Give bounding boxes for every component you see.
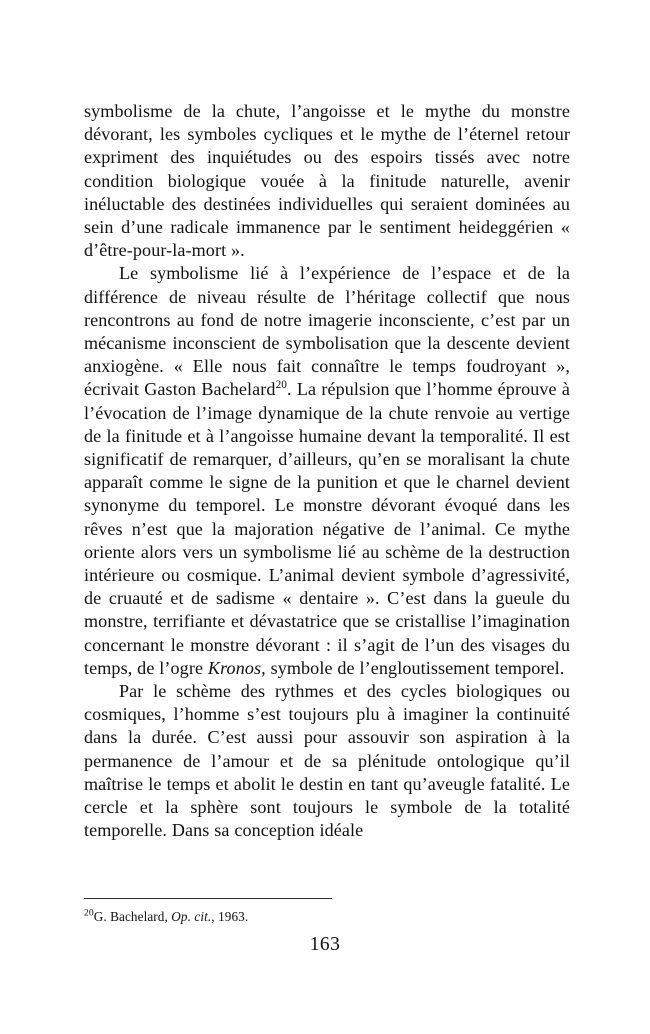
footnote-zone xyxy=(84,898,570,925)
footnote-number: 20 xyxy=(84,908,94,919)
paragraph-2-part-2: . La répulsion que l’homme éprouve à l’évocation de l’image dynamique de la chute renvoie au vertige de la finitude et à l’angoisse humaine devant la temporalité. Il est significatif de remarquer, d’ailleurs, qu’en se moralisant la chute apparaît comme le signe de la punition et que le charnel devient synonyme du temporel. Le monstre dévorant évoqué dans les rêves n’est que la majoration négative de l’animal. Ce mythe oriente alors vers un symbolisme lié au schème de la destruction intérieure ou cosmique. L’animal devient symbole d’agressivité, de cruauté et de sadisme « dentaire ». C’est dans la gueule du monstre, terrifiante et dévastatrice que se cristallise l’imagination concernant le monstre dévorant : il s’agit de l’un des visages du temps, de l’ogre xyxy=(84,379,570,678)
footnote-entry xyxy=(84,908,570,925)
footnote-reference-marker[interactable]: 20 xyxy=(275,379,287,392)
paragraph-2 xyxy=(84,262,570,680)
paragraph-2-part-1: Le symbolisme lié à l’expérience de l’espace et de la différence de niveau résulte de l’héritage collectif que nous rencontrons au fond de notre imagerie inconsciente, c’est par un mécanisme inconscient de symbolisation que la descente devient anxiogène. « Elle nous fait connaître le temps foudroyant », écrivait Gaston Bachelard xyxy=(84,263,570,400)
paragraph-3: Par le schème des rythmes et des cycles biologiques ou cosmiques, l’homme s’est toujours plu à imaginer la continuité dans la durée. C’est aussi pour assouvir son aspiration à la permanence de l’amour et de sa plénitude ontologique qu’il maîtrise le temps et abolit le destin en tant qu’aveugle fatalité. Le cercle et la sphère sont toujours le symbole de la totalité temporelle. Dans sa conception idéale xyxy=(84,681,570,841)
paragraph-1: symbolisme de la chute, l’angoisse et le mythe du monstre dévorant, les symboles cycliques et le mythe de l’éternel retour expriment des inquiétudes ou des espoirs tissés avec notre condition biologique vouée à la finitude naturelle, avenir inéluctable des destinées individuelles qui seraient dominées au sein d’une radicale immanence par le sentiment heideggérien « d’être-pour-la-mort ». xyxy=(84,101,570,261)
page-number: 163 xyxy=(309,934,341,955)
paragraph-2-part-3: symbole de l’engloutissement temporel. xyxy=(265,657,565,678)
body-text-block xyxy=(84,100,570,843)
footnote-separator-rule xyxy=(84,898,332,899)
kronos-italic-term: Kronos, xyxy=(207,657,266,678)
footnote-author: G. Bachelard, xyxy=(93,909,168,924)
footnote-reference-italic: Op. cit. xyxy=(171,909,212,924)
footnote-year: , 1963. xyxy=(211,909,249,924)
